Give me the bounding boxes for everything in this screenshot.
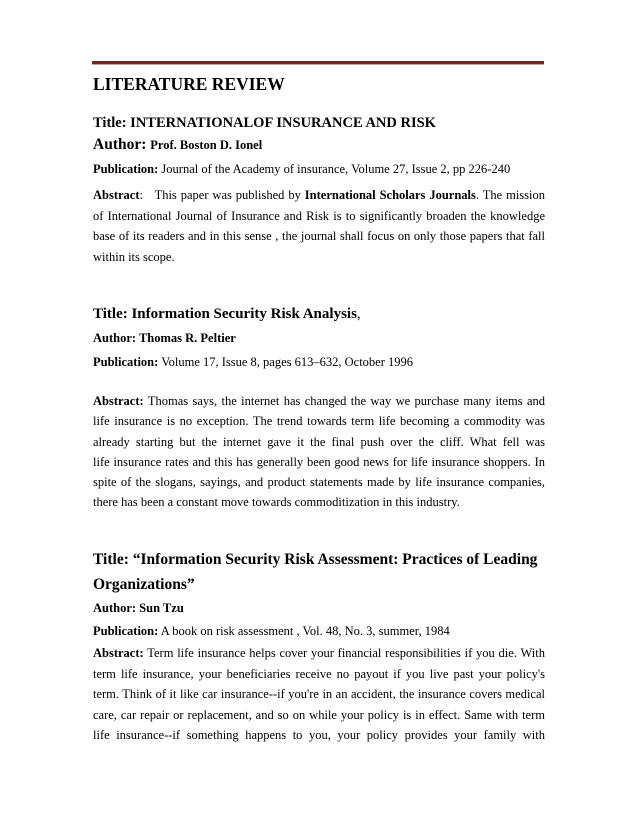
entry-1-title: Title: INTERNATIONALOF INSURANCE AND RISK [93,115,436,131]
entry-2-author: Author: Thomas R. Peltier [93,331,236,345]
abstract-line: care, car repair or replacement, and so on while your policy is in effect. Same with term [93,707,545,722]
header-rule-shadow [92,64,544,65]
publication-text: Volume 17, Issue 8, pages 613–632, October 1996 [161,355,414,369]
abstract-line: of International Journal of Insurance and Risk is to significantly broaden the knowledge [93,208,545,223]
abstract-line: life insurance--if something happens to you, your policy provides your family with [93,728,545,742]
entry-2-abstract [93,391,545,513]
publication-label: Publication: [93,355,159,369]
entry-3-publication [93,624,545,639]
abstract-line: there has been a constant move towards commoditization in this industry. [93,495,460,510]
author-label: Author: [93,136,147,153]
publication-label: Publication: [93,624,159,638]
abstract-line: Abstract: Thomas says, the internet has changed the way we purchase many items and [93,394,545,408]
publication-text: Journal of the Academy of insurance, Volume 27, Issue 2, pp 226-240 [161,162,511,176]
abstract-line: life insurance is no exception. The trend towards term life becoming a commodity was [93,414,545,429]
abstract-line: spite of the slogans, sayings, and product statements made by life insurance companies, [93,475,545,490]
entry-2-title: Title: Information Security Risk Analysis, [93,306,361,322]
page-title: LITERATURE REVIEW [93,74,285,94]
abstract-line: term life insurance, your beneficiaries receive no payout if you live past your policy's [93,666,545,681]
entry-3-author: Author: Sun Tzu [93,601,184,615]
abstract-line: Abstract: This paper was published by International Scholars Journals. The mission [93,188,545,202]
entry-1-abstract [93,185,545,267]
author-name: Prof. Boston D. Ionel [150,138,263,152]
entry-2-publication [93,355,545,370]
abstract-line: within its scope. [93,249,175,264]
publication-text: A book on risk assessment , Vol. 48, No. 3, summer, 1984 [160,624,450,638]
publication-label: Publication: [93,162,159,176]
entry-1-publication [93,162,545,177]
abstract-line: already starting but the internet gave it the final push over the cliff. What fell was [93,434,545,449]
entry-1-author [93,136,545,154]
entry-3-title: Title: “Information Security Risk Assessment: Practices of Leading Organizations” [93,551,538,593]
abstract-line: life insurance rates and this has generally been good news for life insurance shoppers. In [93,454,545,469]
abstract-line: Abstract: Term life insurance helps cover your financial responsibilities if you die. With [93,646,545,660]
entry-3-abstract [93,643,545,746]
abstract-line: term. Think of it like car insurance--if you're in an accident, the insurance covers medical [93,687,545,701]
abstract-line: base of its readers and in this sense , the journal shall focus on only those papers that fall [93,229,545,243]
